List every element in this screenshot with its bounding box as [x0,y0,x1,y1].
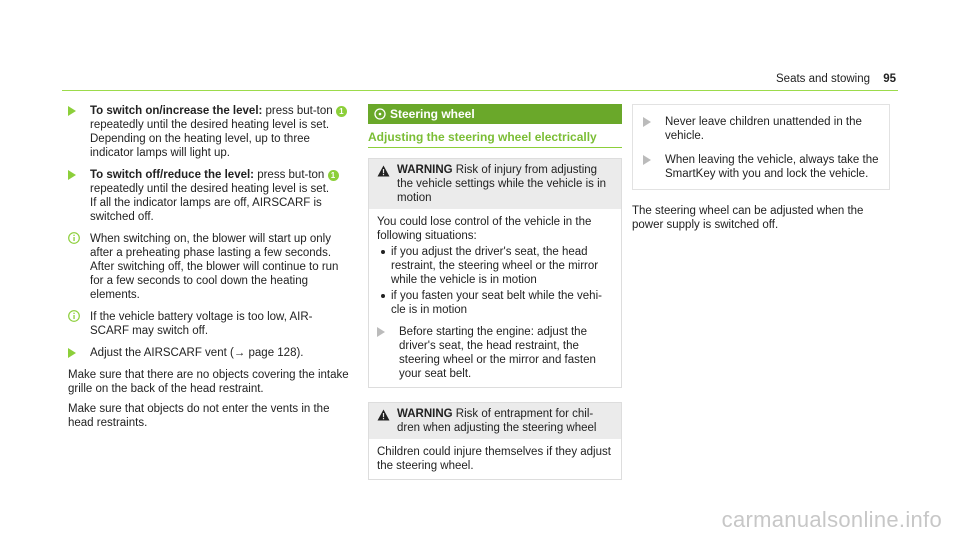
step-switch-off [68,168,350,224]
paragraph: Make sure that there are no objects covering the intake grille on the back of the head restraint. [68,369,349,395]
step-text: Adjust the AIRSCARF vent (→ page 128). [90,347,304,359]
step-adjust-vent [68,346,350,360]
paragraph: Make sure that objects do not enter the vents in the head restraints. [68,403,330,429]
warning-body [369,209,621,387]
step-result: If all the indicator lamps are off, AIRSCARF is switched off. [90,197,322,223]
list-item: if you adjust the driver's seat, the head restraint, the steering wheel or the mirror while the vehicle is in motion [377,245,613,287]
warning-triangle-icon [377,165,390,177]
warning-title: Risk of entrapment for chil-dren when adjusting the steering wheel [397,408,597,434]
step-text: press but-ton [254,169,328,181]
subheading: Adjusting the steering wheel electrically [368,130,597,144]
box-step [643,115,879,143]
note-blower [68,232,350,302]
warning-title: Risk of injury from adjusting the vehicle settings while the vehicle is in motion [397,164,607,204]
header-section-title: Seats and stowing [776,73,870,85]
step-switch-on [68,104,350,160]
arrow-right-icon [643,117,651,127]
step-text: Never leave children unattended in the vehicle. [665,116,862,142]
steering-wheel-icon [374,108,386,120]
arrow-right-icon [68,348,76,358]
column-right [632,104,890,238]
arrow-right-icon [377,327,385,337]
warning-intro: You could lose control of the vehicle in the following situations: [377,216,592,242]
info-icon [68,310,80,322]
step-text: repeatedly until the desired heating level is set. [90,119,330,131]
arrow-right-icon [643,155,651,165]
step-text: repeatedly until the desired heating level is set. [90,183,330,195]
paragraph: The steering wheel can be adjusted when the power supply is switched off. [632,205,864,231]
info-icon [68,232,80,244]
arrow-right-icon [68,170,76,180]
watermark: carmanualsonline.info [721,507,942,532]
section-header [368,104,622,124]
box-step [643,153,879,181]
step-title: To switch on/increase the level: [90,105,263,117]
warning-header [369,159,621,209]
warning-continuation-box [632,104,890,190]
warning-box-entrapment [368,402,622,480]
step-title: To switch off/reduce the level: [90,169,255,181]
header-rule [62,90,898,91]
step-text: When leaving the vehicle, always take the SmartKey with you and lock the vehicle. [665,154,879,180]
section-title: Steering wheel [390,107,475,121]
warning-label: WARNING [397,408,453,420]
step-result: Depending on the heating level, up to three indicator lamps will light up. [90,133,310,159]
callout-number-icon: 1 [328,170,339,181]
running-header [776,72,896,86]
note-text: After switching off, the blower will continue to run for a few seconds to cool down the heating elements. [90,261,339,301]
note-text: When switching on, the blower will start up only after a preheating phase lasting a few seconds. [90,233,332,259]
warning-label: WARNING [397,164,453,176]
page-number: 95 [883,73,896,85]
step-text: Before starting the engine: adjust the driver's seat, the head restraint, the steering wheel or the mirror and fasten your seat belt. [399,326,596,380]
column-middle [368,104,622,490]
arrow-right-icon [68,106,76,116]
warning-box-motion [368,158,622,388]
warning-step [377,325,613,381]
subheading-rule [368,147,622,148]
note-battery [68,310,350,338]
step-text: press but-ton [262,105,336,117]
list-item: if you fasten your seat belt while the vehi-cle is in motion [377,289,613,317]
callout-number-icon: 1 [336,106,347,117]
column-left [68,104,350,436]
warning-triangle-icon [377,409,390,421]
note-text: If the vehicle battery voltage is too low, AIR-SCARF may switch off. [90,311,313,337]
warning-body: Children could injure themselves if they adjust the steering wheel. [377,446,611,472]
warning-header [369,403,621,439]
